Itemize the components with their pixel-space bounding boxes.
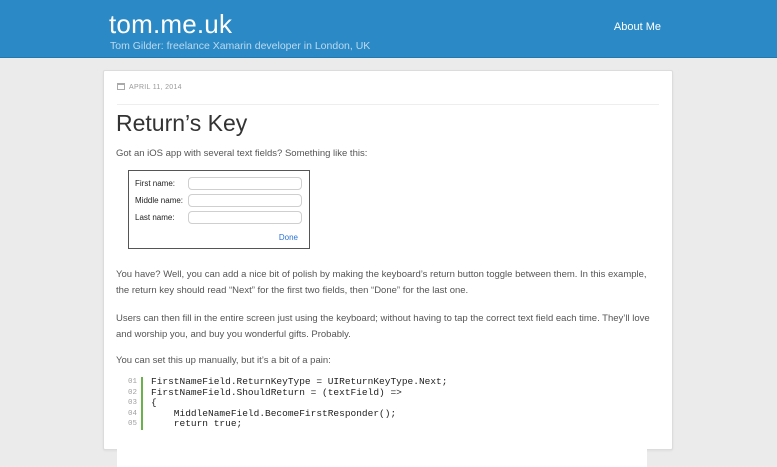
post-meta (117, 84, 182, 91)
calendar-icon (117, 83, 125, 90)
demo-middle-input (188, 194, 302, 207)
demo-first-input (188, 177, 302, 190)
code-line (117, 419, 647, 430)
code-text: { (151, 397, 157, 408)
demo-middle-label: Middle name: (135, 196, 184, 205)
demo-done-label: Done (278, 233, 298, 242)
code-line (117, 398, 647, 409)
code-text: FirstNameField.ReturnKeyType = UIReturnKeyType.Next; (151, 376, 448, 387)
code-gutter (141, 409, 143, 420)
demo-row-last (135, 211, 302, 224)
post-paragraph-3: Users can then fill in the entire screen just using the keyboard; without having to tap the correct text field each time. They’ll love and worship you, and buy you wonderful gifts. Probably. (116, 313, 650, 340)
code-gutter (141, 398, 143, 409)
post-card (103, 70, 673, 450)
code-text: return true; (151, 418, 243, 429)
demo-last-input (188, 211, 302, 224)
meta-divider (117, 104, 659, 105)
code-line (117, 388, 647, 399)
demo-last-label: Last name: (135, 213, 175, 222)
post-paragraph-4: You can set this up manually, but it’s a bit of a pain: (116, 355, 331, 366)
line-number: 01 (127, 378, 137, 386)
code-text: MiddleNameField.BecomeFirstResponder(); (151, 407, 397, 419)
post-date: APRIL 11, 2014 (129, 84, 182, 91)
code-text: FirstNameField.ShouldReturn = (textField) => (151, 386, 402, 398)
post-title: Return’s Key (116, 110, 248, 136)
site-tagline: Tom Gilder: freelance Xamarin developer in London, UK (110, 40, 371, 52)
post-paragraph-2: You have? Well, you can add a nice bit of polish by making the keyboard’s return button toggle between them. In this example, the return key should read “Next” for the first two fields, then “Done” for the last one. (116, 269, 647, 296)
site-header (0, 0, 777, 58)
line-number: 03 (127, 399, 137, 407)
demo-row-middle (135, 194, 302, 207)
demo-first-label: First name: (135, 179, 176, 188)
nav-about-me-link[interactable]: About Me (613, 21, 661, 33)
site-title-link[interactable]: tom.me.uk (109, 9, 233, 39)
line-number: 04 (127, 409, 137, 418)
code-line (117, 377, 647, 388)
line-number: 02 (127, 388, 137, 397)
code-gutter (141, 419, 143, 430)
code-block (117, 377, 647, 467)
code-gutter (141, 388, 143, 399)
line-number: 05 (127, 420, 137, 428)
code-gutter (141, 377, 143, 388)
post-intro: Got an iOS app with several text fields? Something like this: (116, 148, 368, 159)
demo-row-first (135, 177, 302, 190)
demo-form-image (128, 170, 310, 249)
